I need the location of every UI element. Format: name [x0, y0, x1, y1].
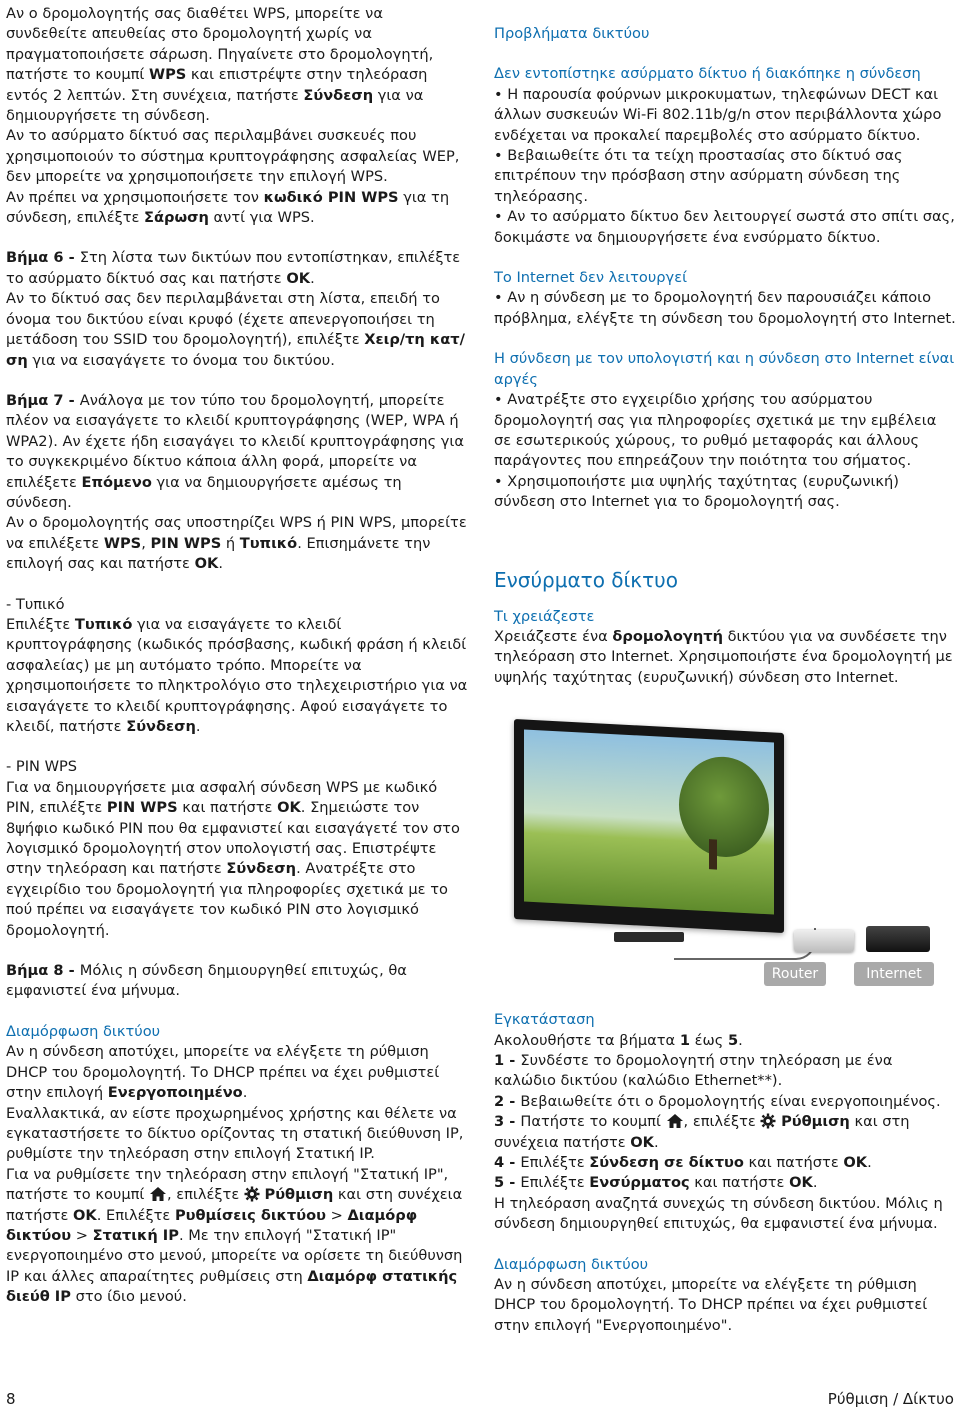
slow-connection-heading: Η σύνδεση με τον υπολογιστή και η σύνδεση στο Internet είναι αργές	[494, 350, 955, 388]
internet-label: Internet	[854, 962, 934, 986]
install-step-4: 4 - Επιλέξτε Σύνδεση σε δίκτυο και πατήστε OK.	[494, 1154, 872, 1171]
problem-bullet: • Αν το ασύρματο δίκτυο δεν λειτουργεί σωστά στο σπίτι σας, δοκιμάστε να δημιουργήσετε ένα ενσύρματο δίκτυο.	[494, 208, 955, 246]
problem-bullet: • Ανατρέξτε στο εγχειρίδιο χρήσης του ασύρματου δρομολογητή σας για πληροφορίες σχετικά με την εμβέλεια σε εσωτερικούς χώρους, το ρυθμό μεταφοράς και άλλους παράγοντες που επηρεάζουν την ποιότητα του σήματος.	[494, 391, 937, 470]
network-config-heading: Διαμόρφωση δικτύου	[6, 1022, 161, 1040]
install-step-5: 5 - Επιλέξτε Ενσύρματος και πατήστε OK.	[494, 1174, 818, 1192]
wep-paragraph: Αν το ασύρματο δίκτυό σας περιλαμβάνει συσκευές που χρησιμοποιούν το σύστημα κρυπτογράφησης ασφαλείας WEP, δεν μπορείτε να χρησιμοποιήσετε την επιλογή WPS.	[6, 127, 460, 186]
problem-bullet: • Βεβαιωθείτε ότι τα τείχη προστασίας στο δίκτυό σας επιτρέπουν την πρόσβαση στην ασύρματη σύνδεση της τηλεόρασης.	[494, 147, 903, 205]
installation-intro: Ακολουθήστε τα βήματα 1 έως 5.	[494, 1031, 743, 1049]
problem-bullet: • Η παρουσία φούρνων μικροκυματων, τηλεφώνων DECT και άλλων συσκευών Wi-Fi 802.11b/g/n στον περιβάλλοντα χώρο ενδέχεται να προκαλεί παρεμβολές στο ασύρματο δίκτυο.	[494, 85, 942, 144]
step-7: Βήμα 7 - Ανάλογα με τον τύπο του δρομολογητή, μπορείτε πλέον να εισαγάγετε το κλειδί κρυπτογράφησης (WEP, WPA ή WPA2). Αν έχετε ήδη εισαγάγει το κλειδί κρυπτογράφησης για το συγκεκριμένο δίκτυο κάποια άλλη φορά, μπορείτε να επιλέξετε Επόμενο για να δημιουργήσετε αμέσως τη σύνδεση.	[6, 391, 464, 511]
router-label: Router	[764, 962, 826, 986]
pin-wps-heading: - PIN WPS	[6, 758, 78, 776]
network-problems-heading: Προβλήματα δικτύου	[494, 25, 650, 42]
section-footer: Ρύθμιση / Δίκτυο	[827, 1390, 954, 1408]
page-number: 8	[6, 1390, 16, 1408]
static-ip-paragraph: Εναλλακτικά, αν είστε προχωρημένος χρήστης και θέλετε να εγκαταστήσετε το δίκτυο ορίζοντας τη στατική διεύθυνση IP, ρυθμίστε την τηλεόραση στην επιλογή Στατική IP.	[6, 1104, 464, 1163]
wired-dhcp-paragraph: Αν η σύνδεση αποτύχει, μπορείτε να ελέγξετε τη ρύθμιση DHCP του δρομολογητή. Το DHCP πρέπει να έχει ρυθμιστεί στην επιλογή "Ενεργοποιημένο".	[494, 1276, 928, 1334]
left-column	[6, 4, 468, 1308]
router-device	[794, 930, 854, 952]
static-ip-steps: Για να ρυθμίσετε την τηλεόραση στην επιλογή "Στατική IP", πατήστε το κουμπί , επιλέξτε Ρύθμιση και στη συνέχεια πατήστε OK. Επιλέξτε Ρυθμίσεις δικτύου > Διαμόρφ δικτύου > Στατική IP. Με την επιλογή "Στατική IP" ενεργοποιημένο στο μενού, μπορείτε να ορίσετε τη διεύθυνση IP και άλλες απαραίτητες ρυθμίσεις στη Διαμόρφ στατικής διεύθ IP στο ίδιο μενού.	[6, 1165, 463, 1306]
what-you-need-heading: Τι χρειάζεστε	[494, 607, 595, 625]
no-wireless-heading: Δεν εντοπίστηκε ασύρματο δίκτυο ή διακόπηκε η σύνδεση	[494, 65, 921, 83]
install-step-2: 2 - Βεβαιωθείτε ότι ο δρομολογητής είναι ενεργοποιημένος.	[494, 1092, 941, 1110]
dhcp-paragraph: Αν η σύνδεση αποτύχει, μπορείτε να ελέγξετε τη ρύθμιση DHCP του δρομολογητή. Το DHCP πρέπει να έχει ρυθμιστεί στην επιλογή Ενεργοποιημένο.	[6, 1043, 440, 1102]
installation-heading: Εγκατάσταση	[494, 1011, 595, 1029]
wired-network-config-heading: Διαμόρφωση δικτύου	[494, 1255, 649, 1273]
wired-setup-illustration	[494, 700, 956, 1000]
step-6: Βήμα 6 - Στη λίστα των δικτύων που εντοπίστηκαν, επιλέξτε το ασύρματο δίκτυό σας και πατήστε OK.	[6, 249, 461, 287]
tv-image	[514, 719, 784, 933]
install-result: Η τηλεόραση αναζητά συνεχώς τη σύνδεση δικτύου. Μόλις η σύνδεση δημιουργηθεί επιτυχώς, θα εμφανιστεί ένα μήνυμα.	[494, 1194, 943, 1233]
modem-device	[866, 926, 930, 952]
typical-paragraph: Επιλέξτε Τυπικό για να εισαγάγετε το κλειδί κρυπτογράφησης (κωδικός πρόσβασης, κωδική φράση ή κλειδί ασφαλείας) με μη αυτόματο τρόπο. Μπορείτε να χρησιμοποιήσετε το πληκτρολόγιο στο τηλεχειριστήριο για να εισαγάγετε το κλειδί κρυπτογράφησης. Αφού εισαγάγετε το κλειδί, πατήστε Σύνδεση.	[6, 615, 468, 735]
typical-heading: - Τυπικό	[6, 595, 65, 613]
step-6-hidden-network: Αν το δίκτυό σας δεν περιλαμβάνεται στη λίστα, επειδή το όνομα του δικτύου είναι κρυφό (έχετε απενεργοποιήσει τη μετάδοση του SSID του δρομολογητή), επιλέξτε Χειρ/τη κατ/ση για να εισαγάγετε το όνομα του δικτύου.	[6, 290, 465, 369]
home-icon	[666, 1113, 684, 1129]
gear-icon	[244, 1186, 260, 1202]
install-step-3: 3 - Πατήστε το κουμπί , επιλέξτε Ρύθμιση και στη συνέχεια πατήστε OK.	[494, 1113, 910, 1151]
home-icon	[149, 1186, 167, 1202]
install-step-1: 1 - Συνδέστε το δρομολογητή στην τηλεόραση με ένα καλώδιο δικτύου (καλώδιο Ethernet**).	[494, 1051, 893, 1090]
pin-paragraph: Αν πρέπει να χρησιμοποιήσετε τον κωδικό PIN WPS για τη σύνδεση, επιλέξτε Σάρωση αντί για WPS.	[6, 188, 450, 227]
no-internet-heading: Το Internet δεν λειτουργεί	[494, 269, 688, 287]
step-8: Βήμα 8 - Μόλις η σύνδεση δημιουργηθεί επιτυχώς, θα εμφανιστεί ένα μήνυμα.	[6, 962, 407, 1000]
step-7-options: Αν ο δρομολογητής σας υποστηρίζει WPS ή PIN WPS, μπορείτε να επιλέξετε WPS, PIN WPS ή Τυπικό. Επισημάνετε την επιλογή σας και πατήστε OK.	[6, 514, 467, 573]
problem-bullet: • Αν η σύνδεση με το δρομολογητή δεν παρουσιάζει κάποιο πρόβλημα, ελέγξτε τη σύνδεση του δρομολογητή στο Internet.	[494, 289, 956, 327]
gear-icon	[760, 1113, 776, 1129]
wired-network-title: Ενσύρματο δίκτυο	[494, 567, 678, 592]
what-you-need-paragraph: Χρειάζεστε ένα δρομολογητή δικτύου για να συνδέσετε την τηλεόραση στο Internet. Χρησιμοποιήστε ένα δρομολογητή με υψηλής ταχύτητας (ευρυζωνική) σύνδεση στο Internet.	[494, 627, 953, 686]
right-column	[494, 4, 956, 1336]
wps-paragraph: Αν ο δρομολογητής σας διαθέτει WPS, μπορείτε να συνδεθείτε απευθείας στο δρομολογητή χωρίς να πραγματοποιήσετε σάρωση. Πηγαίνετε στο δρομολογητή, πατήστε το κουμπί WPS και επιστρέψτε στην τηλεόραση εντός 2 λεπτών. Στη συνέχεια, πατήστε Σύνδεση για να δημιουργήσετε τη σύνδεση.	[6, 5, 434, 125]
problem-bullet: • Χρησιμοποιήστε μια υψηλής ταχύτητας (ευρυζωνική) σύνδεση στο Internet για το δρομολογητή σας.	[494, 472, 899, 511]
pin-wps-paragraph: Για να δημιουργήσετε μια ασφαλή σύνδεση WPS με κωδικό PIN, επιλέξτε PIN WPS και πατήστε OK. Σημειώστε τον 8ψήφιο κωδικό PIN που θα εμφανιστεί και εισαγάγετέ τον στο λογισμικό δρομολογητή στον υπολογιστή σας. Επιστρέψτε στην τηλεόραση και πατήστε Σύνδεση. Ανατρέξτε στο εγχειρίδιο του δρομολογητή για πληροφορίες σχετικά με το πού πρέπει να εισαγάγετε τον κωδικό PIN στο λογισμικό δρομολογητή.	[6, 778, 460, 939]
